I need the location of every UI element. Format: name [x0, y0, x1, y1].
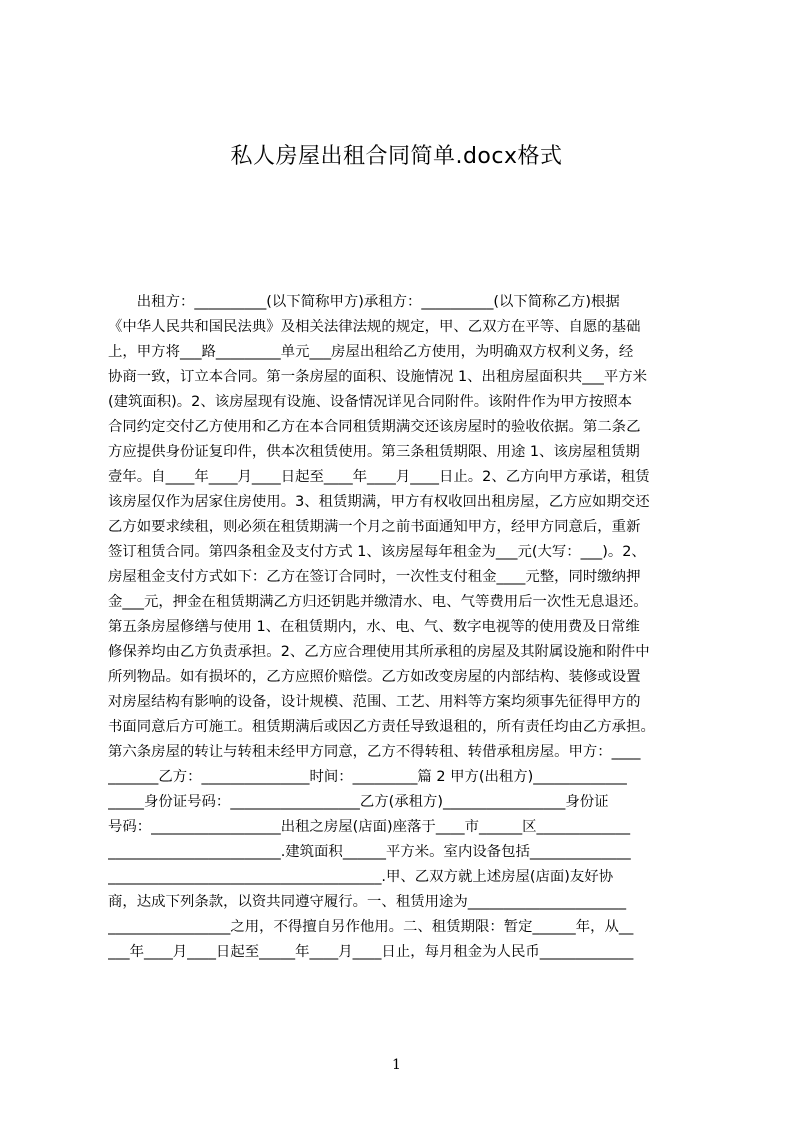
text-line: 商，达成下列条款，以资共同遵守履行。一、租赁用途为______________________: [108, 894, 627, 910]
text-line: _____身份证号码：__________________乙方(承租方)_________________身份证: [108, 794, 609, 810]
text-line: 合同约定交付乙方使用和乙方在本合同租赁期满交还该房屋时的验收依据。第二条乙: [108, 419, 641, 435]
text-line: 书面同意后方可施工。租赁期满后或因乙方责任导致退租的，所有责任均由乙方承担。: [108, 719, 655, 735]
text-line: 协商一致，订立本合同。第一条房屋的面积、设施情况 1、出租房屋面积共___平方米: [108, 369, 647, 385]
text-line: 签订租赁合同。第四条租金及支付方式 1、该房屋每年租金为___元(大写：___)。2、: [108, 544, 646, 560]
text-line: 该房屋仅作为居家住房使用。3、租赁期满，甲方有权收回出租房屋，乙方应如期交还: [108, 494, 650, 510]
text-line: 《中华人民共和国民法典》及相关法律法规的规定，甲、乙双方在平等、自愿的基础: [108, 319, 641, 335]
text-line: 修保养均由乙方负责承担。2、乙方应合理使用其所承租的房屋及其附属设施和附件中: [108, 644, 650, 660]
text-line: 乙方如要求续租，则必须在租赁期满一个月之前书面通知甲方，经甲方同意后，重新: [108, 519, 641, 535]
text-line: _______乙方：_______________时间：_________篇 2 甲方(出租方)_____________: [108, 769, 627, 785]
text-line: 出租方：__________(以下简称甲方)承租方：__________(以下简称乙方)根据: [108, 294, 620, 310]
text-line: 方应提供身份证复印件，供本次租赁使用。第三条租赁期限、用途 1、该房屋租赁期: [108, 444, 640, 460]
text-line: (建筑面积)。2、该房屋现有设施、设备情况详见合同附件。该附件作为甲方按照本: [108, 394, 633, 410]
contract-body: [108, 290, 698, 1010]
text-line: 第六条房屋的转让与转租未经甲方同意，乙方不得转租、转借承租房屋。甲方：____: [108, 744, 641, 760]
text-line: 房屋租金支付方式如下：乙方在签订合同时，一次性支付租金____元整，同时缴纳押: [108, 569, 641, 585]
text-line: 壹年。自____年____月____日起至____年____月____日止。2、乙方向甲方承诺，租赁: [108, 469, 650, 485]
text-line: ___年____月____日起至_____年____月____日止，每月租金为人民币_____________: [108, 944, 634, 960]
text-line: ________________________.建筑面积______平方米。室内设备包括______________: [108, 844, 631, 860]
text-line: 对房屋结构有影响的设备，设计规模、范围、工艺、用料等方案均须事先征得甲方的: [108, 694, 641, 710]
text-line: 所列物品。如有损坏的，乙方应照价赔偿。乙方如改变房屋的内部结构、装修或设置: [108, 669, 641, 685]
text-line: ______________________________________.甲、乙双方就上述房屋(店面)友好协: [108, 869, 614, 885]
page-number: 1: [392, 1057, 401, 1073]
text-line: 金___元，押金在租赁期满乙方归还钥匙并缴清水、电、气等费用后一次性无息退还。: [108, 594, 648, 610]
document-title: 私人房屋出租合同简单.docx格式: [230, 144, 563, 169]
text-line: 号码：__________________出租之房屋(店面)座落于____市______区_____________: [108, 819, 631, 835]
text-line: 第五条房屋修缮与使用 1、在租赁期内，水、电、气、数字电视等的使用费及日常维: [108, 619, 640, 635]
text-line: _________________之用，不得擅自另作他用。二、租赁期限：暂定______年，从__: [108, 919, 634, 935]
text-line: 上，甲方将___路_________单元___房屋出租给乙方使用，为明确双方权利义务，经: [108, 344, 634, 360]
